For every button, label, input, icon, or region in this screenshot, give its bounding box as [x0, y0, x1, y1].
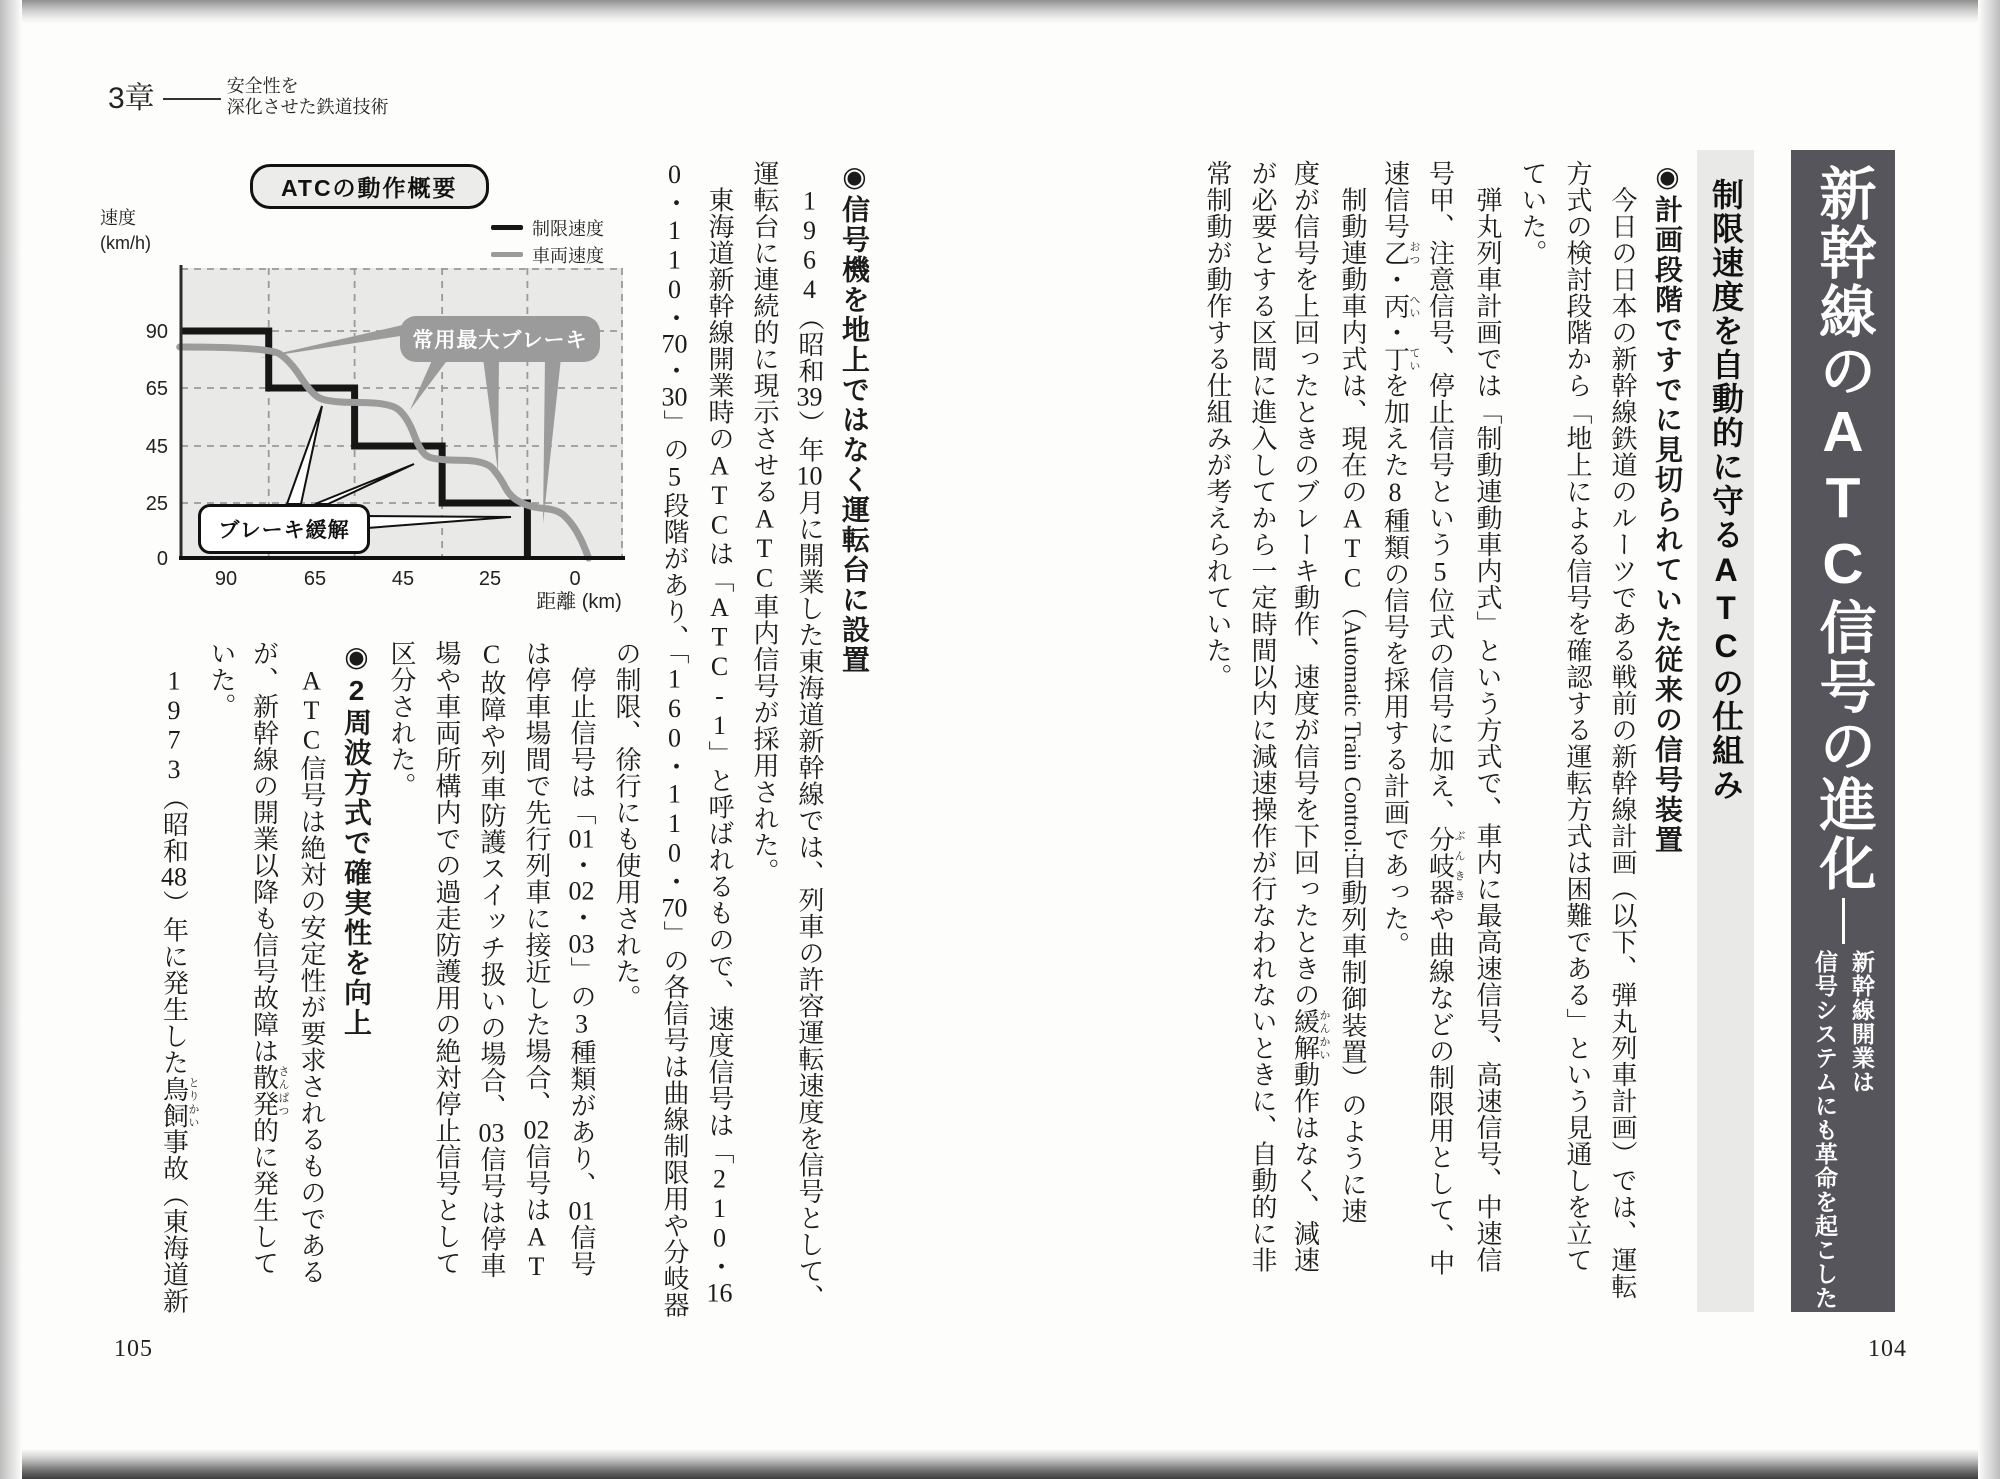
legend-swatch [491, 225, 523, 230]
section-heading-column: ◉計画段階ですでに見切られていた従来の信号装置 [1652, 160, 1683, 855]
chart-legend [491, 214, 604, 268]
callout-max-brake: 常用最大ブレーキ [400, 316, 600, 362]
svg-text:45: 45 [391, 568, 415, 590]
text-column: 号甲、注意信号、停止信号という5位式の信号に加え、分岐器ぶんききや曲線などの制限用として、中 [1425, 160, 1465, 1276]
svg-text:45: 45 [145, 436, 168, 458]
text-column: 制動連動車内式は、現在のATC（Automatic Train Control:自動列車制御装置）のように速 [1338, 160, 1367, 1225]
svg-text:65: 65 [145, 378, 168, 400]
left-page-bottom-text [152, 640, 649, 1320]
svg-text:25: 25 [145, 493, 168, 515]
text-column: いた。 [207, 640, 236, 720]
text-column: が、新幹線の開業以降も信号故障は散発さんぱつ的に発生して [249, 640, 289, 1276]
text-column: 度が信号を上回ったときのブレーキ動作、速度が信号を下回ったときの緩解かんかい動作はなく、減速 [1290, 160, 1330, 1273]
article-subtitle-line2: 信号システムにも革命を起こした [1812, 950, 1838, 1310]
svg-text:65: 65 [303, 568, 327, 590]
svg-text:90: 90 [214, 568, 238, 590]
svg-text:0: 0 [156, 548, 168, 570]
text-column: 運転台に連続的に現示させるATC車内信号が採用された。 [750, 160, 779, 885]
text-column: ていた。 [1518, 160, 1547, 266]
text-column: 0・110・70・30」の5段階があり、「160・110・70」の各信号は曲線制限用や分岐器 [660, 160, 689, 1318]
page-edge-left [0, 0, 22, 1479]
atc-figure [100, 140, 648, 632]
svg-text:距離 (km): 距離 (km) [536, 591, 622, 613]
chapter-dash [163, 98, 221, 100]
text-column: 場や車両所構内での過走防護用の絶対停止信号として [432, 640, 461, 1276]
page-number-right: 104 [1868, 1336, 1907, 1362]
text-column: 区分された。 [387, 640, 416, 799]
title-dash [1842, 898, 1845, 944]
legend-label: 制限速度 [532, 218, 604, 239]
text-column: 常制動が動作する仕組みが考えられていた。 [1203, 160, 1232, 690]
chapter-title-line1: 安全性を [226, 76, 299, 96]
article-subtitle-line1: 新幹線開業は [1849, 950, 1875, 1094]
text-column: 東海道新幹線開業時のATCは「ATC-1」と呼ばれるもので、速度信号は「210・16 [705, 160, 734, 1306]
y-axis-label [100, 206, 151, 256]
figure-title: ATCの動作概要 [250, 164, 489, 209]
svg-text:90: 90 [145, 321, 168, 343]
text-column: C故障や列車防護スイッチ扱いの場合、03信号は停車 [477, 640, 506, 1279]
legend-item [491, 214, 604, 241]
text-column: が必要とする区間に進入してから一定時間以内に減速操作が行なわれないときに、自動的に非 [1248, 160, 1277, 1273]
section-banner [1697, 150, 1754, 1312]
section-heading-column: ◉2周波方式で確実性を向上 [341, 640, 372, 1038]
section-heading-column: ◉信号機を地上ではなく運転台に設置 [839, 160, 870, 675]
right-page-text [1193, 160, 1690, 1318]
legend-label: 車両速度 [532, 245, 604, 266]
article-subtitle [1806, 950, 1880, 1310]
svg-text:25: 25 [478, 568, 502, 590]
chapter-header [108, 76, 389, 122]
legend-swatch [491, 252, 523, 257]
title-banner [1791, 150, 1895, 1312]
text-column: 1964（昭和39）年10月に開業した東海道新幹線では、列車の許容運転速度を信号として、 [795, 160, 824, 1311]
text-column: の制限、徐行にも使用された。 [612, 640, 641, 1011]
left-page-top-text [650, 160, 877, 1318]
chapter-title-line2: 深化させた鉄道技術 [226, 97, 389, 117]
page-number-left: 105 [114, 1336, 153, 1362]
page-edge-bottom [0, 1449, 2000, 1479]
article-title: 新幹線のATC信号の進化 [1811, 164, 1875, 893]
text-column: は停車場間で先行列車に接近した場合、02信号はAT [522, 640, 551, 1282]
section-banner-text: 制限速度を自動的に守るATCの仕組み [1708, 178, 1744, 802]
chapter-title [227, 76, 389, 118]
text-column: 停止信号は「01・02・03」の3種類があり、01信号 [567, 640, 596, 1277]
y-axis-label-unit: (km/h) [100, 233, 151, 253]
text-column: 方式の検討段階から「地上による信号を確認する運転方式は困難である」という見通しを立て [1563, 160, 1592, 1273]
text-column: 1973（昭和48）年に発生した鳥飼とりかい事故（東海道新 [159, 640, 199, 1314]
legend-item [491, 241, 604, 268]
chapter-number: 3章 [108, 82, 155, 115]
text-column: 今日の日本の新幹線鉄道のルーツである戦前の新幹線計画（以下、弾丸列車計画）では、運転 [1608, 160, 1637, 1300]
svg-text:0: 0 [569, 568, 581, 590]
page-edge-right [1978, 0, 2000, 1479]
page-edge-top [0, 0, 2000, 24]
callout-brake-release: ブレーキ緩解 [198, 504, 370, 554]
text-column: ATC信号は絶対の安定性が要求されるものである [297, 640, 326, 1285]
text-column: 速信号乙おつ・丙へい・丁ていを加えた8種類の信号を採用する計画であった。 [1380, 160, 1420, 958]
y-axis-label-text: 速度 [100, 208, 136, 228]
text-column: 弾丸列車計画では「制動連動車内式」という方式で、車内に最高速信号、高速信号、中速信 [1473, 160, 1502, 1273]
